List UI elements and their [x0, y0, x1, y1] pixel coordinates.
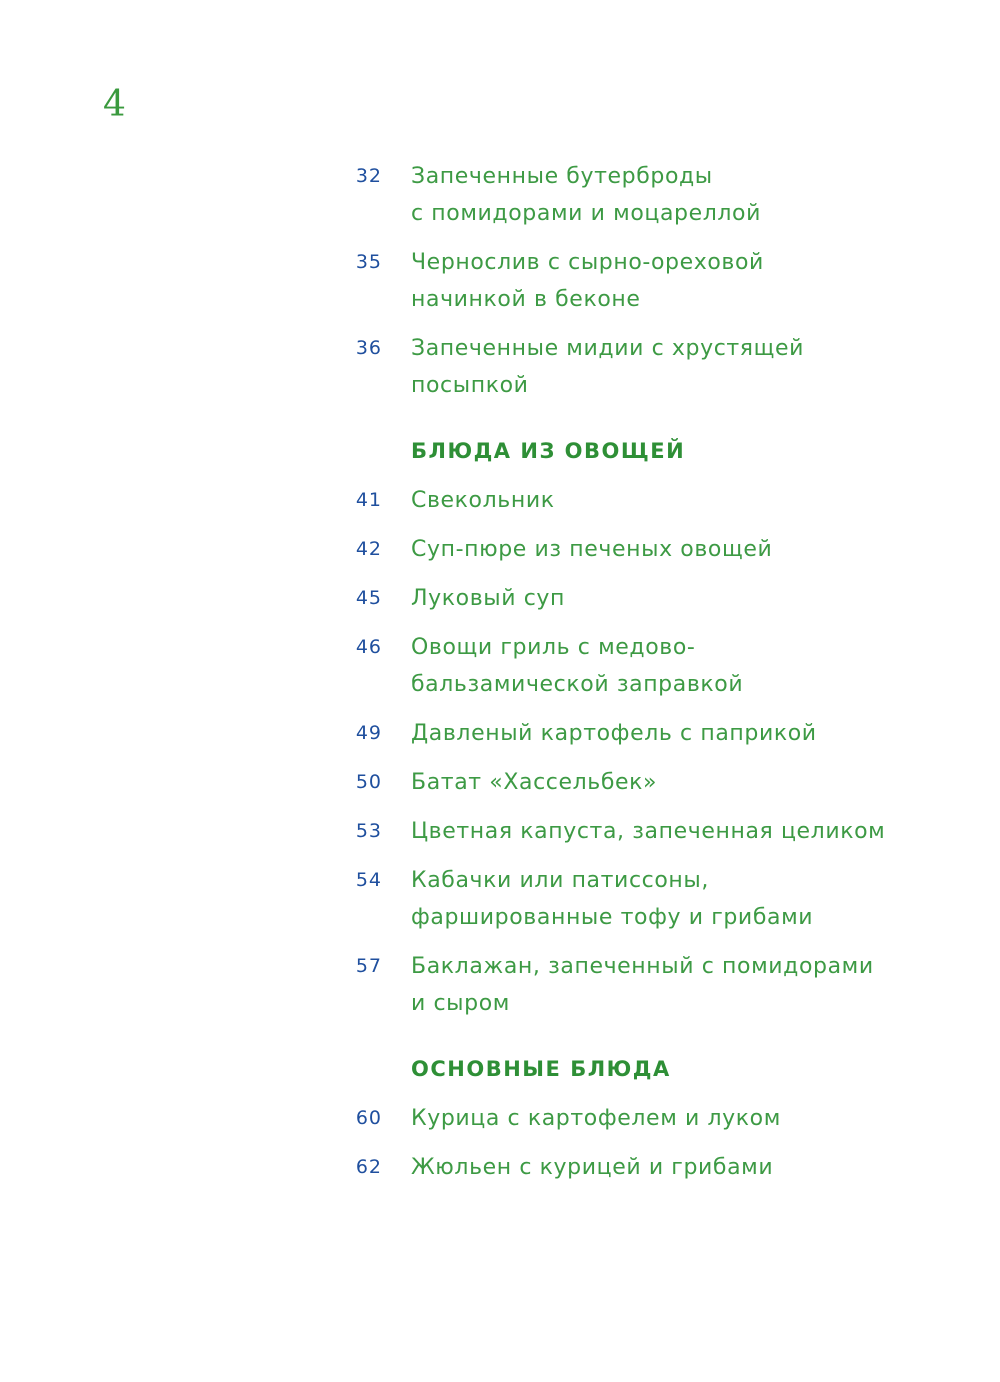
toc-entry-page: 60 [355, 1107, 382, 1129]
toc-entry-page: 45 [355, 587, 382, 609]
toc-entry-page: 41 [355, 489, 382, 511]
toc-entry-title: Запеченные бутерброды с помидорами и моцареллой [411, 164, 762, 226]
toc-entry-title: Овощи гриль с медово- бальзамической заправкой [411, 635, 744, 697]
toc-entry-title: Цветная капуста, запеченная целиком [411, 819, 886, 844]
toc-entry-page: 46 [355, 636, 382, 658]
toc-entry[interactable] [340, 813, 960, 850]
toc-entry[interactable] [340, 862, 960, 936]
toc-entry-title: Жюльен с курицей и грибами [411, 1155, 774, 1180]
toc-entry-title: Курица с картофелем и луком [411, 1106, 781, 1131]
toc-entry-page: 53 [355, 820, 382, 842]
toc-entry[interactable] [340, 948, 960, 1022]
toc-entry-page: 62 [355, 1156, 382, 1178]
toc-entry-title: Свекольник [411, 488, 555, 513]
toc-entry-title: Батат «Хассельбек» [411, 770, 658, 795]
toc-entry-page: 36 [355, 337, 382, 359]
toc-entry[interactable] [340, 764, 960, 801]
toc-entry-page: 42 [355, 538, 382, 560]
toc-entry-title: Запеченные мидии с хрустящей посыпкой [411, 336, 804, 398]
toc-entry-title: Суп-пюре из печеных овощей [411, 537, 773, 562]
section-heading: БЛЮДА ИЗ ОВОЩЕЙ [411, 439, 686, 463]
page-number: 4 [103, 84, 126, 125]
toc-entry[interactable] [340, 330, 960, 404]
toc-entry-page: 50 [355, 771, 382, 793]
toc-entry-title: Луковый суп [411, 586, 566, 611]
toc-entry[interactable] [340, 531, 960, 568]
toc-entry-title: Давленый картофель с паприкой [411, 721, 817, 746]
toc-entry-title: Кабачки или патиссоны, фаршированные тофу и грибами [411, 868, 814, 930]
section-heading: ОСНОВНЫЕ БЛЮДА [411, 1057, 671, 1081]
toc-entry[interactable] [340, 244, 960, 318]
toc-entry[interactable] [340, 1149, 960, 1186]
toc-entry[interactable] [340, 1100, 960, 1137]
table-of-contents [340, 158, 960, 1198]
toc-entry-title: Чернослив с сырно-ореховой начинкой в беконе [411, 250, 764, 312]
toc-entry-page: 49 [355, 722, 382, 744]
toc-entry-page: 35 [355, 251, 382, 273]
toc-entry[interactable] [340, 715, 960, 752]
toc-entry-page: 54 [355, 869, 382, 891]
toc-entry-page: 32 [355, 165, 382, 187]
toc-entry-title: Баклажан, запеченный с помидорами и сыром [411, 954, 874, 1016]
toc-entry[interactable] [340, 158, 960, 232]
toc-entry-page: 57 [355, 955, 382, 977]
toc-entry[interactable] [340, 629, 960, 703]
toc-entry[interactable] [340, 580, 960, 617]
toc-entry[interactable] [340, 482, 960, 519]
